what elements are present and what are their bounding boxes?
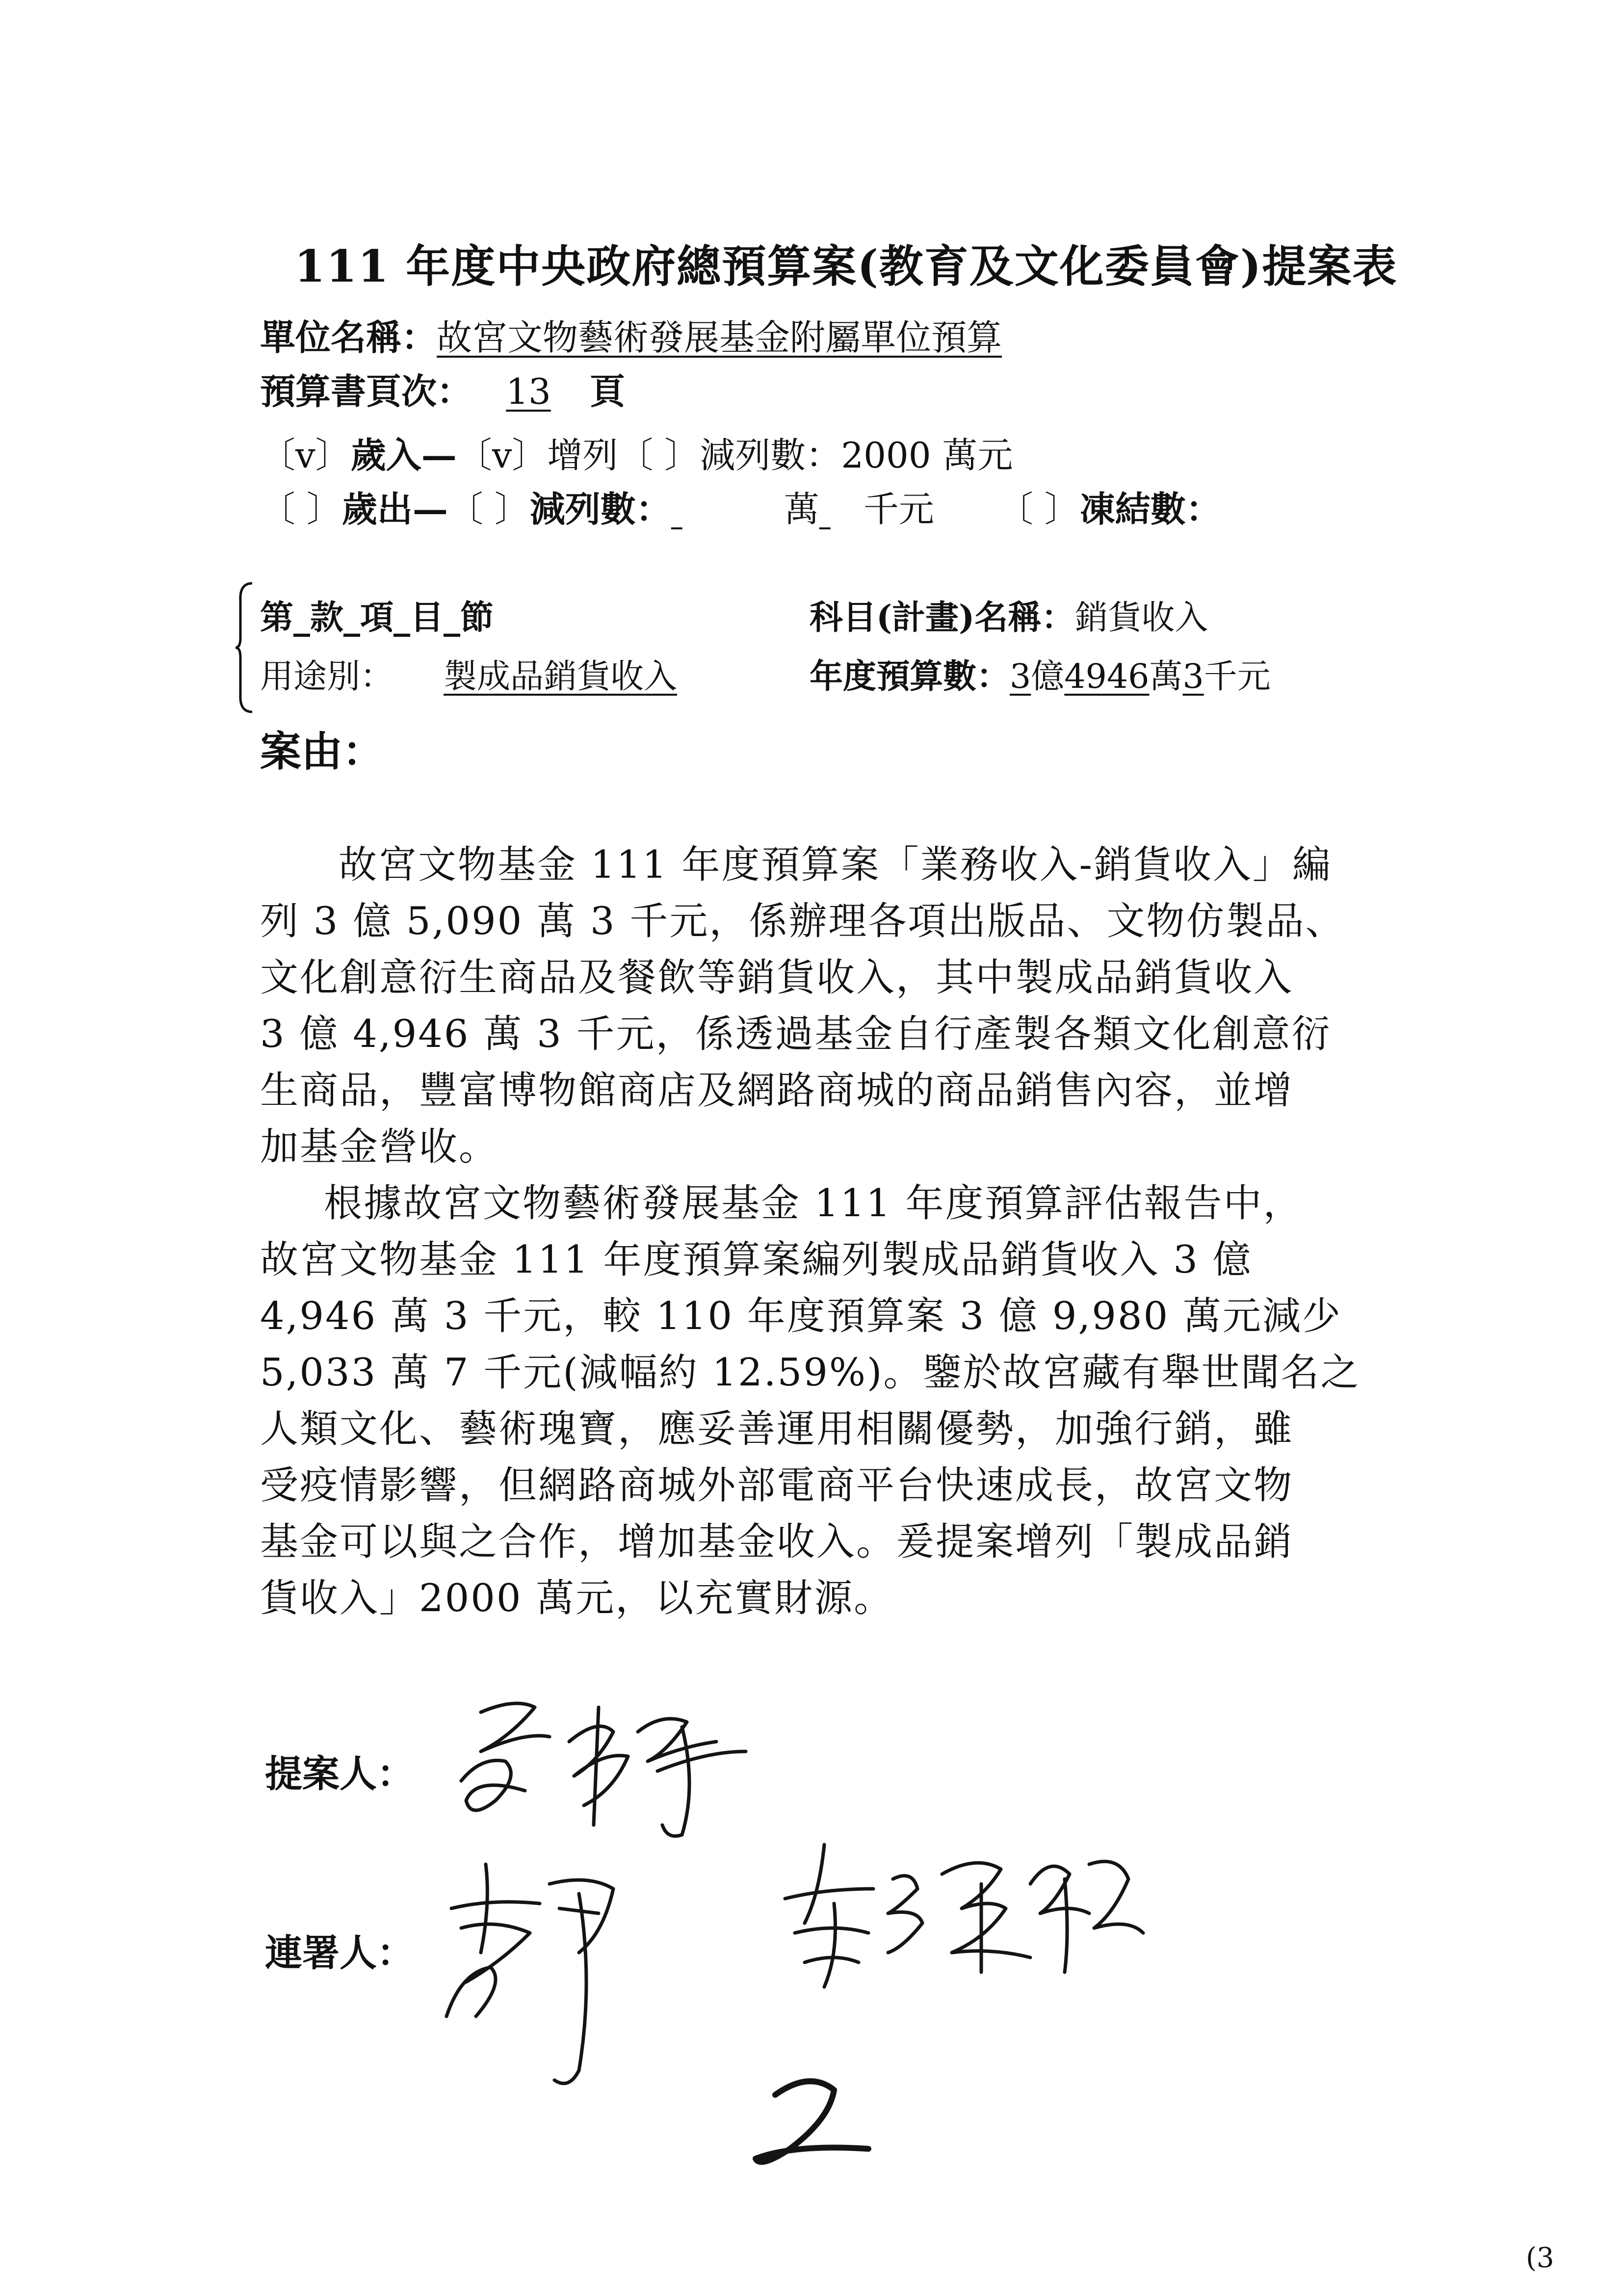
body-line: 人類文化、藝術瑰寶，應妥善運用相關優勢，加強行銷，雖: [260, 1407, 1294, 1451]
expense-qian-unit: 千元: [863, 489, 934, 530]
increase-label: 增列: [547, 435, 618, 476]
body-line: 貨收入」2000 萬元，以充實財源。: [260, 1576, 894, 1620]
cosigner-signature-1: [432, 1854, 638, 2110]
usage-value: 製成品銷貨收入: [444, 657, 678, 696]
body-line: 故宮文物基金 111 年度預算案「業務收入-銷貨收入」編: [339, 843, 1332, 887]
budget-qian-value: 3: [1182, 657, 1204, 696]
body-line: 列 3 億 5,090 萬 3 千元，係辦理各項出版品、文物仿製品、: [260, 899, 1345, 943]
usage-row: [260, 650, 727, 698]
subject-value: 銷貨收入: [1074, 599, 1208, 637]
revenue-label: 歲入: [350, 434, 421, 476]
body-line: 5,033 萬 7 千元(減幅約 12.59%)。鑒於故宮藏有舉世聞名之: [260, 1351, 1361, 1395]
page-mark: (3: [1526, 2242, 1554, 2274]
revenue-dash: —: [421, 434, 457, 476]
unit-row: [260, 309, 1002, 360]
body-line: 生商品，豐富博物館商店及網路商城的商品銷售內容，並增: [260, 1069, 1294, 1113]
page-title: 111 年度中央政府總預算案(教育及文化委員會)提案表: [294, 240, 1398, 292]
budget-wan-value: 4946: [1064, 657, 1150, 696]
proposer-label: 提案人：: [265, 1752, 414, 1796]
expense-qian-blank: [819, 489, 864, 530]
decrease-amount: 減列數：2000 萬元: [700, 435, 1013, 476]
budget-row: [810, 650, 1271, 698]
body-line: 基金可以與之合作，增加基金收入。爰提案增列「製成品銷: [260, 1520, 1294, 1564]
body-line: 加基金營收。: [260, 1125, 499, 1169]
decrease-checkbox: 〔 〕: [618, 435, 700, 476]
expense-wan-blank: [671, 489, 784, 530]
budget-yi-value: 3: [1010, 657, 1031, 696]
subject-row: [810, 591, 1208, 639]
proposer-signature: [451, 1678, 765, 1864]
body-line: 故宮文物基金 111 年度預算案編列製成品銷貨收入 3 億: [260, 1238, 1253, 1282]
unit-label: 單位名稱：: [260, 316, 437, 358]
expense-dash: —: [412, 488, 448, 530]
cosigner-signature-2: [775, 1825, 1148, 2011]
usage-label: 用途別：: [260, 657, 394, 696]
page-ref-label: 預算書頁次：: [260, 370, 472, 412]
item-code: 第_款_項_目_節: [260, 598, 494, 637]
body-line: 4,946 萬 3 千元，較 110 年度預算案 3 億 9,980 萬元減少: [260, 1294, 1342, 1338]
section-brace: [235, 581, 254, 714]
body-line: 根據故宮文物藝術發展基金 111 年度預算評估報告中，: [324, 1181, 1303, 1226]
page-ref-value: 13: [506, 371, 551, 412]
freeze-checkbox: 〔 〕: [997, 489, 1080, 530]
revenue-checkbox: 〔v〕: [260, 435, 351, 476]
reason-heading: 案由：: [260, 727, 384, 776]
budget-qian-unit: 千元: [1204, 657, 1271, 696]
body-line: 文化創意衍生商品及餐飲等銷貨收入，其中製成品銷貨收入: [260, 956, 1294, 1000]
expense-label: 歲出: [341, 488, 413, 530]
page-ref-suffix: 頁: [590, 370, 626, 412]
budget-label: 年度預算數：: [810, 657, 1010, 696]
page-ref-row: [260, 363, 625, 414]
expense-wan-unit: 萬: [784, 489, 819, 530]
cosigner-label: 連署人：: [265, 1931, 414, 1975]
expense-line: [260, 481, 1221, 532]
body-line: 3 億 4,946 萬 3 千元，係透過基金自行產製各類文化創意衍: [260, 1012, 1332, 1056]
subject-label: 科目(計畫)名稱：: [810, 598, 1075, 637]
revenue-line: [260, 427, 1013, 478]
body-line: 受疫情影響，但網路商城外部電商平台快速成長，故宮文物: [260, 1463, 1294, 1508]
freeze-label: 凍結數：: [1079, 488, 1221, 530]
expense-decrease-checkbox: 〔 〕: [447, 489, 530, 530]
expense-checkbox: 〔 〕: [260, 489, 342, 530]
increase-checkbox: 〔v〕: [456, 435, 548, 476]
handwritten-mark: [746, 2075, 883, 2173]
expense-decrease-label: 減列數：: [529, 488, 671, 530]
budget-yi-unit: 億: [1031, 657, 1065, 696]
unit-value: 故宮文物藝術發展基金附屬單位預算: [437, 317, 1002, 358]
budget-wan-unit: 萬: [1149, 657, 1183, 696]
